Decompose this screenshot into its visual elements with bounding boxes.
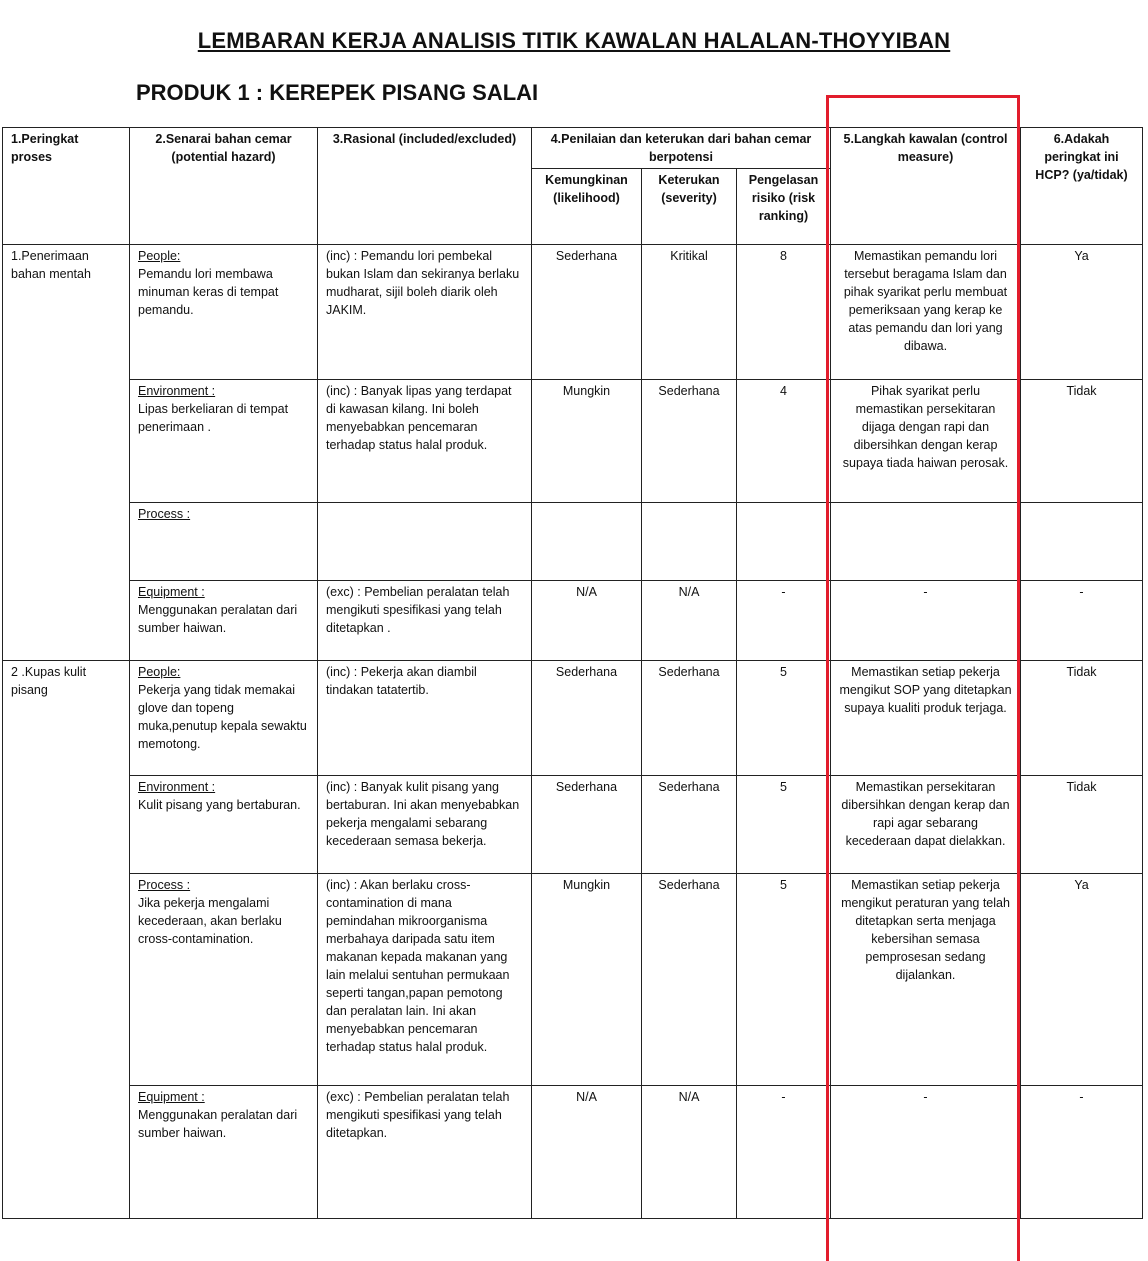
hazard-cell	[130, 245, 318, 380]
header-row	[3, 128, 1143, 169]
hazard-cell	[130, 874, 318, 1086]
product-title: PRODUK 1 : KEREPEK PISANG SALAI	[136, 80, 539, 105]
hazard-type: Environment :	[138, 780, 216, 794]
stage-cell: 2 .Kupas kulit pisang	[3, 661, 130, 1219]
hcp-cell	[1021, 503, 1143, 581]
rationale-cell	[318, 503, 532, 581]
severity-cell: N/A	[642, 581, 737, 661]
rationale-cell: (inc) : Banyak kulit pisang yang bertaburan. Ini akan menyebabkan pekerja mengalami sebarang kecederaan semasa bekerja.	[318, 776, 532, 874]
rationale-cell: (inc) : Banyak lipas yang terdapat di kawasan kilang. Ini boleh menyebabkan pencemaran terhadap status halal produk.	[318, 380, 532, 503]
hazard-text: Menggunakan peralatan dari sumber haiwan.	[138, 1108, 298, 1140]
rationale-cell: (exc) : Pembelian peralatan telah mengikuti spesifikasi yang telah ditetapkan.	[318, 1086, 532, 1219]
header-rationale: 3.Rasional (included/excluded)	[318, 128, 532, 245]
severity-cell: N/A	[642, 1086, 737, 1219]
likelihood-cell: Mungkin	[532, 874, 642, 1086]
risk-cell: 5	[737, 776, 831, 874]
control-cell	[831, 503, 1021, 581]
rationale-cell: (inc) : Pemandu lori pembekal bukan Islam dan sekiranya berlaku mudharat, sijil boleh diarik oleh JAKIM.	[318, 245, 532, 380]
rationale-cell: (exc) : Pembelian peralatan telah mengikuti spesifikasi yang telah ditetapkan .	[318, 581, 532, 661]
hazard-cell	[130, 1086, 318, 1219]
hazard-type: Process :	[138, 878, 191, 892]
rationale-cell: (inc) : Pekerja akan diambil tindakan tatatertib.	[318, 661, 532, 776]
likelihood-cell: Mungkin	[532, 380, 642, 503]
likelihood-cell: Sederhana	[532, 661, 642, 776]
stage-cell: 1.Penerimaan bahan mentah	[3, 245, 130, 661]
hazard-cell	[130, 503, 318, 581]
control-cell: Memastikan pemandu lori tersebut beragama Islam dan pihak syarikat perlu membuat pemeriksaan yang kerap ke atas pemandu dan lori yang dibawa.	[831, 245, 1021, 380]
likelihood-cell: Sederhana	[532, 776, 642, 874]
risk-cell: 8	[737, 245, 831, 380]
risk-cell: 4	[737, 380, 831, 503]
control-cell: Memastikan persekitaran dibersihkan dengan kerap dan rapi agar sebarang kecederaan dapat dielakkan.	[831, 776, 1021, 874]
table-row	[3, 661, 1143, 776]
hazard-type: Equipment :	[138, 585, 205, 599]
risk-cell: -	[737, 581, 831, 661]
severity-cell: Kritikal	[642, 245, 737, 380]
header-severity: Keterukan (severity)	[642, 169, 737, 245]
header-hcp: 6.Adakah peringkat ini HCP? (ya/tidak)	[1021, 128, 1143, 245]
hazard-cell	[130, 380, 318, 503]
header-assessment: 4.Penilaian dan keterukan dari bahan cemar berpotensi	[532, 128, 831, 169]
hazard-type: People:	[138, 665, 181, 679]
table-row	[3, 1086, 1143, 1219]
table-row	[3, 503, 1143, 581]
severity-cell: Sederhana	[642, 661, 737, 776]
control-cell: Pihak syarikat perlu memastikan persekitaran dijaga dengan rapi dan dibersihkan dengan kerap supaya tiada haiwan perosak.	[831, 380, 1021, 503]
severity-cell: Sederhana	[642, 380, 737, 503]
likelihood-cell: N/A	[532, 1086, 642, 1219]
rationale-cell: (inc) : Akan berlaku cross-contamination di mana pemindahan mikroorganisma merbahaya daripada satu item makanan kepada makanan yang lain melalui sentuhan permukaan seperti tangan,papan pemotong dan peralatan lain. Ini akan menyebabkan pencemaran terhadap status halal produk.	[318, 874, 532, 1086]
control-cell: -	[831, 581, 1021, 661]
hcp-cell: -	[1021, 1086, 1143, 1219]
hazard-text: Jika pekerja mengalami kecederaan, akan berlaku cross-contamination.	[138, 896, 282, 946]
hazard-text: Pemandu lori membawa minuman keras di tempat pemandu.	[138, 267, 279, 317]
header-likelihood: Kemungkinan (likelihood)	[532, 169, 642, 245]
risk-cell: 5	[737, 661, 831, 776]
control-cell: Memastikan setiap pekerja mengikut peraturan yang telah ditetapkan serta menjaga kebersihan semasa pemprosesan sedang dijalankan.	[831, 874, 1021, 1086]
control-cell: Memastikan setiap pekerja mengikut SOP yang ditetapkan supaya kualiti produk terjaga.	[831, 661, 1021, 776]
hazard-analysis-table	[2, 127, 1143, 1219]
hazard-type: People:	[138, 249, 181, 263]
hazard-text: Menggunakan peralatan dari sumber haiwan.	[138, 603, 298, 635]
hazard-text: Pekerja yang tidak memakai glove dan topeng muka,penutup kepala sewaktu memotong.	[138, 683, 307, 751]
header-control-measure: 5.Langkah kawalan (control measure)	[831, 128, 1021, 245]
severity-cell: Sederhana	[642, 874, 737, 1086]
hcp-cell: Ya	[1021, 874, 1143, 1086]
hcp-cell: Tidak	[1021, 776, 1143, 874]
likelihood-cell	[532, 503, 642, 581]
hazard-cell	[130, 661, 318, 776]
risk-cell: -	[737, 1086, 831, 1219]
severity-cell: Sederhana	[642, 776, 737, 874]
table-row	[3, 245, 1143, 380]
hazard-type: Equipment :	[138, 1090, 205, 1104]
risk-cell	[737, 503, 831, 581]
hazard-text: Lipas berkeliaran di tempat penerimaan .	[138, 402, 289, 434]
worksheet-title: LEMBARAN KERJA ANALISIS TITIK KAWALAN HALALAN-THOYYIBAN	[197, 28, 951, 53]
hazard-text: Kulit pisang yang bertaburan.	[138, 798, 301, 812]
header-stage: 1.Peringkat proses	[3, 128, 130, 245]
header-risk-ranking: Pengelasan risiko (risk ranking)	[737, 169, 831, 245]
likelihood-cell: N/A	[532, 581, 642, 661]
table-row	[3, 380, 1143, 503]
severity-cell	[642, 503, 737, 581]
hcp-cell: -	[1021, 581, 1143, 661]
hazard-type: Environment :	[138, 384, 216, 398]
hcp-cell: Tidak	[1021, 380, 1143, 503]
header-hazard: 2.Senarai bahan cemar (potential hazard)	[130, 128, 318, 245]
control-cell: -	[831, 1086, 1021, 1219]
hcp-cell: Ya	[1021, 245, 1143, 380]
table-row	[3, 776, 1143, 874]
hazard-type: Process :	[138, 507, 191, 521]
risk-cell: 5	[737, 874, 831, 1086]
hcp-cell: Tidak	[1021, 661, 1143, 776]
hazard-cell	[130, 776, 318, 874]
likelihood-cell: Sederhana	[532, 245, 642, 380]
table-row	[3, 581, 1143, 661]
hazard-cell	[130, 581, 318, 661]
table-row	[3, 874, 1143, 1086]
